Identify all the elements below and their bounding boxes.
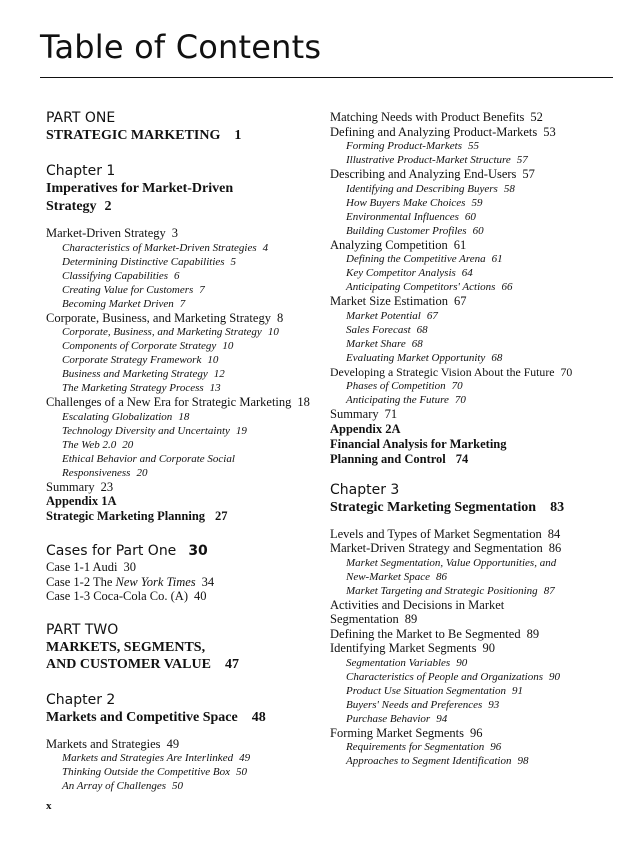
chapter-2-label: Chapter 2 — [46, 691, 116, 708]
toc-entry-continued — [330, 612, 630, 627]
toc-subentry — [330, 280, 630, 294]
toc-subentry — [46, 325, 336, 339]
entry-text: Thinking Outside the Competitive Box — [62, 766, 231, 778]
entry-text: Segmentation Variables — [346, 656, 451, 669]
toc-subentry — [46, 452, 336, 466]
toc-subentry — [46, 410, 336, 424]
page-ref: 61 — [491, 253, 503, 265]
entry-text: Case 1-2 The — [46, 574, 116, 589]
toc-subentry — [330, 337, 630, 351]
entry-text: Summary — [330, 407, 379, 421]
entry-text: Summary — [46, 479, 95, 494]
entry-text: Environmental Influences — [346, 210, 459, 223]
toc-right-column — [330, 110, 630, 768]
page-number: x — [46, 800, 52, 812]
page-ref: 87 — [543, 584, 555, 597]
toc-entry — [330, 527, 630, 542]
entry-text: Technology Diversity and Uncertainty — [62, 424, 230, 437]
page-ref: 68 — [491, 351, 503, 364]
appendix-2a-title-line2 — [330, 452, 630, 467]
page-ref: 70 — [454, 394, 466, 406]
toc-subentry — [330, 754, 630, 768]
entry-text: Market Targeting and Strategic Positioning — [346, 584, 538, 597]
page-ref: 57 — [516, 154, 528, 166]
page-ref: 89 — [526, 626, 540, 641]
toc-subentry — [46, 381, 336, 395]
page-ref: 98 — [517, 755, 529, 767]
toc-entry — [46, 311, 336, 326]
toc-entry — [330, 238, 630, 253]
page-ref: 58 — [503, 182, 515, 195]
page-ref: 90 — [548, 670, 560, 683]
entry-text: Forming Product-Markets — [346, 140, 462, 152]
entry-text: Evaluating Market Opportunity — [346, 351, 486, 364]
chapter-1-page: 2 — [104, 199, 112, 214]
toc-subentry — [330, 139, 630, 153]
entry-text: Key Competitor Analysis — [346, 267, 456, 279]
appendix-1a-label: Appendix 1A — [46, 494, 117, 508]
toc-entry — [46, 737, 336, 752]
toc-entry — [330, 641, 630, 656]
toc-subentry — [330, 698, 630, 712]
page-ref: 66 — [501, 281, 513, 293]
entry-text: Markets and Competitive Space — [46, 709, 238, 725]
appendix-1a-title — [46, 509, 336, 524]
entry-text: AND CUSTOMER VALUE — [46, 656, 211, 672]
entry-text: Planning and Control — [330, 451, 446, 466]
case-entry — [46, 575, 336, 590]
toc-subentry — [330, 266, 630, 280]
page-ref: 52 — [530, 110, 543, 124]
entry-text: The Web 2.0 — [62, 438, 117, 451]
page-ref: 50 — [171, 780, 183, 792]
entry-text: Components of Corporate Strategy — [62, 340, 217, 352]
entry-text: Levels and Types of Market Segmentation — [330, 526, 542, 541]
entry-text: Illustrative Product-Market Structure — [346, 154, 511, 166]
toc-subentry — [330, 323, 630, 337]
entry-text: Identifying and Describing Buyers — [346, 182, 498, 195]
toc-subentry-continued — [330, 570, 630, 584]
cases-part-one-heading — [46, 542, 336, 560]
page-ref: 30 — [188, 543, 208, 559]
page-ref: 90 — [456, 656, 468, 669]
entry-text: Market Segmentation, Value Opportunities, and — [346, 556, 557, 569]
page-ref: 60 — [464, 210, 476, 223]
entry-text: Market Potential — [346, 309, 421, 322]
toc-entry — [330, 125, 630, 140]
entry-text: Characteristics of Market-Driven Strategies — [62, 241, 257, 254]
entry-text: An Array of Challenges — [62, 780, 166, 792]
page-ref: 55 — [468, 140, 479, 152]
title-rule — [40, 77, 613, 78]
entry-text: Defining the Competitive Arena — [346, 253, 486, 265]
page-ref: 8 — [276, 310, 284, 325]
toc-subentry — [330, 252, 630, 266]
chapter-2-title — [46, 709, 336, 727]
entry-text: Escalating Globalization — [62, 410, 173, 423]
entry-text: Approaches to Segment Identification — [346, 755, 512, 767]
entry-text: Creating Value for Customers — [62, 283, 194, 296]
page-ref: 23 — [100, 479, 114, 494]
page-ref: 5 — [230, 255, 237, 268]
page-ref: 49 — [239, 752, 251, 764]
entry-text: Requirements for Segmentation — [346, 741, 485, 753]
entry-text: Case 1-3 Coca-Cola Co. (A) — [46, 589, 188, 603]
toc-subentry — [46, 283, 336, 297]
entry-text: Anticipating the Future — [346, 394, 449, 406]
entry-text: Activities and Decisions in Market — [330, 597, 505, 612]
page-ref: 74 — [455, 451, 469, 466]
entry-text: Markets and Strategies — [46, 736, 161, 751]
entry-text: Segmentation — [330, 612, 399, 626]
page-ref: 61 — [453, 237, 467, 252]
page-ref: 13 — [209, 382, 221, 394]
entry-text: Describing and Analyzing End-Users — [330, 167, 517, 181]
page-ref: 30 — [123, 560, 137, 574]
toc-entry — [330, 407, 630, 422]
part-two-title-line1: MARKETS, SEGMENTS, — [46, 639, 206, 655]
page-ref: 10 — [207, 354, 219, 366]
entry-text: Case 1-1 Audi — [46, 560, 118, 574]
page-ref: 3 — [171, 226, 179, 240]
toc-entry — [46, 395, 336, 410]
page-ref: 86 — [436, 570, 447, 583]
page-ref: 60 — [472, 224, 484, 237]
toc-subentry — [330, 712, 630, 726]
toc-left-column — [46, 110, 336, 793]
toc-entry — [46, 226, 336, 241]
toc-entry — [330, 294, 630, 309]
entry-text: Sales Forecast — [346, 323, 411, 336]
toc-subentry — [330, 153, 630, 167]
page-ref: 18 — [178, 410, 190, 423]
entry-text: Developing a Strategic Vision About the Future — [330, 364, 555, 379]
toc-subentry — [46, 269, 336, 283]
toc-subentry-continued — [46, 466, 336, 480]
chapter-1-title-line1: Imperatives for Market-Driven — [46, 181, 234, 196]
part-one-title-text: STRATEGIC MARKETING — [46, 128, 221, 143]
chapter-1-label: Chapter 1 — [46, 163, 116, 179]
entry-text: Strategic Marketing Planning — [46, 509, 206, 523]
entry-text: Analyzing Competition — [330, 237, 448, 252]
toc-subentry — [46, 751, 336, 765]
page-ref: 10 — [267, 326, 279, 338]
entry-text: Defining and Analyzing Product-Markets — [330, 124, 538, 139]
page-ref: 27 — [215, 509, 228, 523]
toc-subentry — [330, 556, 630, 570]
chapter-1-title — [46, 180, 336, 216]
entry-text: Matching Needs with Product Benefits — [330, 110, 525, 124]
entry-text: Ethical Behavior and Corporate Social — [62, 452, 235, 465]
entry-text: Strategic Marketing Segmentation — [330, 499, 537, 515]
page-ref: 20 — [122, 438, 134, 451]
page-ref: 53 — [543, 124, 556, 139]
page-ref: 70 — [451, 380, 463, 392]
toc-subentry — [46, 367, 336, 381]
toc-subentry — [330, 584, 630, 598]
page-ref: 34 — [201, 574, 215, 589]
entry-text: Identifying Market Segments — [330, 641, 477, 655]
toc-entry — [330, 110, 630, 125]
toc-entry — [330, 726, 630, 741]
toc-subentry — [330, 393, 630, 407]
entry-text: Cases for Part One — [46, 543, 177, 559]
entry-text: Determining Distinctive Capabilities — [62, 255, 225, 268]
page-ref: 59 — [471, 196, 483, 209]
toc-subentry — [330, 670, 630, 684]
appendix-2a-title-line1: Financial Analysis for Marketing — [330, 436, 507, 451]
page-ref: 12 — [213, 368, 225, 380]
toc-entry — [330, 365, 630, 380]
entry-text: Classifying Capabilities — [62, 269, 169, 282]
page-ref: 68 — [411, 337, 423, 350]
entry-text: Purchase Behavior — [346, 712, 431, 725]
part-two-label: PART TWO — [46, 621, 119, 638]
part-one-label: PART ONE — [46, 110, 116, 126]
part-one-page: 1 — [234, 128, 242, 143]
toc-subentry — [330, 656, 630, 670]
entry-text: Corporate, Business, and Marketing Strategy — [46, 310, 271, 325]
appendix-2a-label: Appendix 2A — [330, 421, 401, 436]
entry-text: Corporate, Business, and Marketing Strategy — [62, 326, 262, 338]
entry-text: The Marketing Strategy Process — [62, 382, 204, 394]
entry-text: Buyers' Needs and Preferences — [346, 698, 483, 711]
toc-entry — [330, 598, 630, 613]
page-ref: 7 — [179, 297, 186, 310]
page-ref: 91 — [512, 684, 523, 697]
toc-subentry — [46, 779, 336, 793]
entry-text: Forming Market Segments — [330, 725, 465, 740]
toc-subentry — [330, 740, 630, 754]
page-ref: 48 — [251, 709, 266, 725]
toc-subentry — [330, 351, 630, 365]
page-ref: 7 — [199, 283, 205, 296]
page-ref: 83 — [550, 499, 565, 515]
toc-subentry — [46, 255, 336, 269]
entry-text: How Buyers Make Choices — [346, 196, 466, 209]
entry-text: Market-Driven Strategy — [46, 226, 166, 240]
entry-text: New York Times — [115, 574, 196, 589]
entry-text: Becoming Market Driven — [62, 297, 174, 310]
entry-text: Responsiveness — [62, 466, 131, 479]
page-ref: 67 — [426, 309, 438, 322]
toc-subentry — [330, 224, 630, 238]
chapter-3-label: Chapter 3 — [330, 481, 400, 498]
page-ref: 71 — [384, 407, 398, 421]
page-ref: 19 — [235, 424, 247, 437]
page-ref: 4 — [262, 241, 269, 254]
page-ref: 94 — [436, 712, 448, 725]
toc-entry — [46, 480, 336, 495]
page-ref: 68 — [416, 323, 428, 336]
entry-text: Markets and Strategies Are Interlinked — [62, 752, 234, 764]
toc-subentry — [330, 309, 630, 323]
entry-text: Defining the Market to Be Segmented — [330, 626, 521, 641]
toc-subentry — [46, 297, 336, 311]
page-ref: 64 — [461, 267, 473, 279]
page-ref: 6 — [174, 269, 180, 282]
page-ref: 70 — [560, 364, 573, 379]
page-ref: 96 — [470, 725, 483, 740]
page-ref: 67 — [454, 294, 467, 308]
toc-subentry — [46, 438, 336, 452]
page-ref: 10 — [222, 340, 234, 352]
page-ref: 86 — [548, 541, 562, 555]
entry-text: Product Use Situation Segmentation — [346, 684, 506, 697]
case-entry — [46, 560, 336, 575]
page-ref: 50 — [236, 766, 248, 778]
toc-subentry — [330, 684, 630, 698]
chapter-1-title-line2: Strategy — [46, 199, 97, 214]
entry-text: Phases of Competition — [346, 380, 446, 392]
page-ref: 84 — [547, 526, 561, 541]
part-one-title — [46, 127, 336, 144]
part-two-title-line2 — [46, 656, 336, 673]
entry-text: New-Market Space — [346, 570, 430, 583]
entry-text: Market Size Estimation — [330, 294, 449, 308]
toc-subentry — [330, 196, 630, 210]
toc-subentry — [46, 353, 336, 367]
toc-subentry — [46, 241, 336, 255]
entry-text: Business and Marketing Strategy — [62, 368, 208, 380]
toc-entry — [330, 167, 630, 182]
toc-entry — [330, 627, 630, 642]
page-ref: 49 — [166, 736, 180, 751]
entry-text: Anticipating Competitors' Actions — [346, 281, 496, 293]
page-ref: 93 — [488, 698, 500, 711]
toc-subentry — [330, 379, 630, 393]
entry-text: Market Share — [346, 337, 406, 350]
entry-text: Corporate Strategy Framework — [62, 354, 202, 366]
entry-text: Challenges of a New Era for Strategic Marketing — [46, 395, 292, 409]
page-ref: 40 — [193, 589, 207, 603]
entry-text: Characteristics of People and Organizations — [346, 670, 543, 683]
page-ref: 90 — [482, 641, 495, 655]
page-ref: 47 — [224, 656, 239, 672]
toc-subentry — [46, 424, 336, 438]
page-ref: 96 — [490, 741, 502, 753]
page-title: Table of Contents — [40, 28, 322, 66]
toc-subentry — [46, 339, 336, 353]
page-ref: 20 — [136, 466, 148, 479]
toc-subentry — [330, 182, 630, 196]
page-ref: 89 — [404, 612, 418, 626]
entry-text: Building Customer Profiles — [346, 224, 467, 237]
page-ref: 57 — [522, 167, 535, 181]
case-entry — [46, 589, 336, 604]
page-ref: 18 — [297, 395, 310, 409]
toc-subentry — [330, 210, 630, 224]
toc-subentry — [46, 765, 336, 779]
entry-text: Market-Driven Strategy and Segmentation — [330, 541, 543, 555]
chapter-3-title — [330, 499, 630, 517]
toc-entry — [330, 541, 630, 556]
